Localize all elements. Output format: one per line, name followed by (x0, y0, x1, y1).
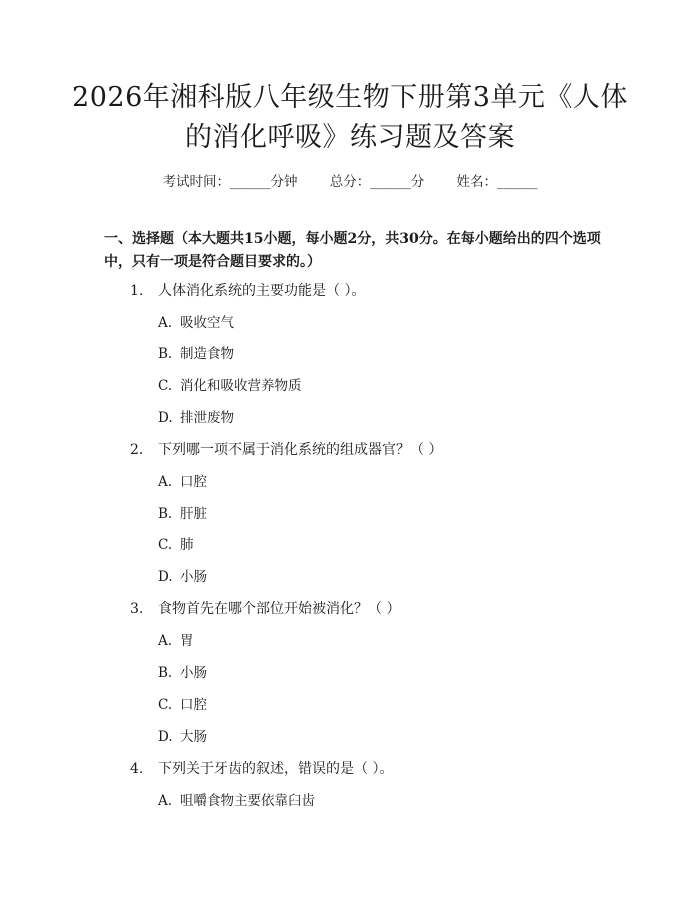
option-text: 制造食物 (180, 346, 234, 362)
option-2b (158, 504, 207, 524)
question-text: 食物首先在哪个部位开始被消化？（ ） (158, 601, 401, 617)
option-letter: D. (158, 410, 173, 426)
option-3d (158, 727, 207, 747)
question-4 (130, 759, 393, 779)
option-letter: A. (158, 315, 173, 331)
question-text: 人体消化系统的主要功能是（ ）。 (158, 283, 366, 299)
option-letter: D. (158, 729, 173, 745)
option-3b (158, 663, 207, 683)
option-text: 大肠 (180, 729, 207, 745)
option-letter: B. (158, 506, 173, 522)
option-4a (158, 791, 315, 811)
question-number: 1. (130, 283, 144, 299)
student-name: 姓名：______ (456, 174, 538, 190)
option-1d (158, 408, 234, 428)
question-number: 2. (130, 442, 144, 458)
option-2c (158, 535, 194, 555)
option-letter: C. (158, 697, 173, 713)
question-text: 下列关于牙齿的叙述，错误的是（ ）。 (158, 761, 394, 777)
exam-time: 考试时间：______分钟 (162, 174, 298, 190)
option-text: 肝脏 (180, 506, 207, 522)
option-text: 吸收空气 (180, 315, 234, 331)
section-heading: 一、选择题（本大题共15小题，每小题2分，共30分。在每小题给出的四个选项中，只有一项是符合题目要求的。） (104, 231, 601, 270)
question-3 (130, 599, 400, 619)
option-letter: C. (158, 378, 173, 394)
question-1 (130, 281, 365, 301)
option-2d (158, 567, 207, 587)
option-letter: A. (158, 633, 173, 649)
option-letter: B. (158, 665, 173, 681)
question-number: 3. (130, 601, 144, 617)
option-letter: A. (158, 793, 173, 809)
option-text: 消化和吸收营养物质 (180, 378, 302, 394)
option-3a (158, 631, 194, 651)
option-letter: A. (158, 474, 173, 490)
option-letter: B. (158, 346, 173, 362)
option-text: 小肠 (180, 665, 207, 681)
option-text: 小肠 (180, 569, 207, 585)
option-text: 咀嚼食物主要依靠臼齿 (180, 793, 315, 809)
question-2 (130, 440, 442, 460)
option-1c (158, 376, 302, 396)
question-number: 4. (130, 761, 144, 777)
total-score: 总分：______分 (329, 174, 425, 190)
option-3c (158, 695, 207, 715)
option-1b (158, 344, 234, 364)
option-text: 胃 (180, 633, 194, 649)
option-text: 口腔 (180, 697, 207, 713)
option-letter: C. (158, 537, 173, 553)
document-title: 2026年湘科版八年级生物下册第3单元《人体的消化呼吸》练习题及答案 (72, 82, 628, 153)
exam-meta (0, 170, 700, 190)
option-1a (158, 313, 234, 333)
option-2a (158, 472, 207, 492)
option-text: 肺 (180, 537, 194, 553)
option-text: 排泄废物 (180, 410, 234, 426)
option-text: 口腔 (180, 474, 207, 490)
option-letter: D. (158, 569, 173, 585)
question-text: 下列哪一项不属于消化系统的组成器官？（ ） (158, 442, 443, 458)
